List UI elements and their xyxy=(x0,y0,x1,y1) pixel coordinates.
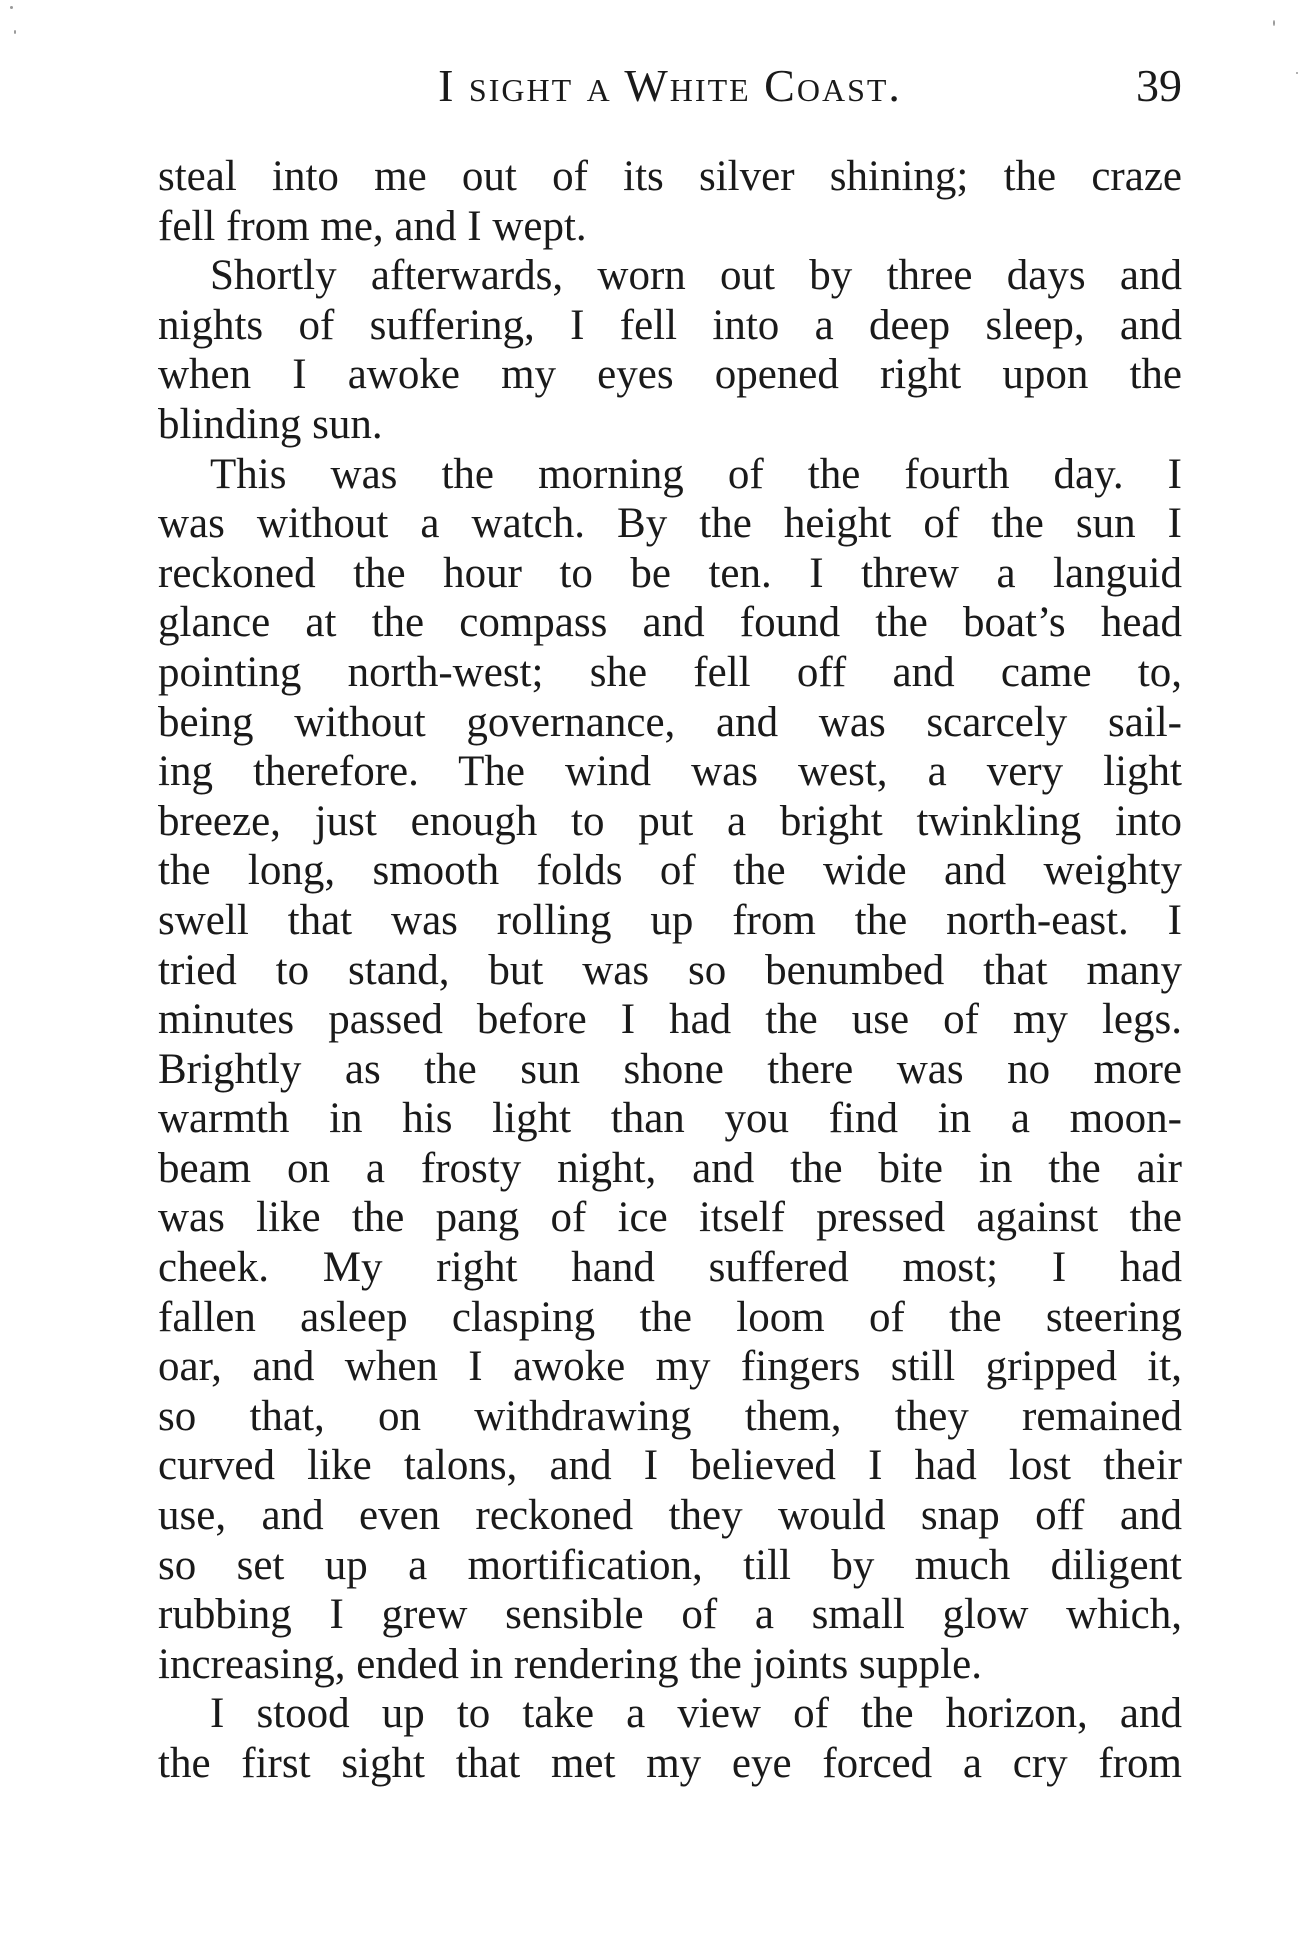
text-line: blinding sun. xyxy=(158,400,383,448)
text-line: glance at the compass and found the boat’s head xyxy=(158,599,1182,647)
text-line: I stood up to take a view of the horizon, and xyxy=(210,1690,1182,1738)
text-line: cheek. My right hand suffered most; I had xyxy=(158,1244,1182,1292)
text-line: the first sight that met my eye forced a cry from xyxy=(158,1740,1182,1787)
running-title: I sight a White Coast. xyxy=(438,60,902,111)
text-line: so that, on withdrawing them, they remained xyxy=(158,1392,1182,1440)
text-line: use, and even reckoned they would snap off and xyxy=(158,1492,1182,1540)
text-line: warmth in his light than you find in a moon- xyxy=(158,1095,1182,1143)
text-line: fallen asleep clasping the loom of the steering xyxy=(158,1293,1182,1341)
text-line: when I awoke my eyes opened right upon the xyxy=(158,351,1182,399)
page-speck xyxy=(14,30,16,34)
text-line: curved like talons, and I believed I had lost their xyxy=(158,1442,1182,1490)
text-line: oar, and when I awoke my fingers still gripped it, xyxy=(158,1343,1182,1391)
text-line: breeze, just enough to put a bright twinkling into xyxy=(158,797,1182,845)
text-line: ing therefore. The wind was west, a very light xyxy=(158,748,1182,796)
text-line: so set up a mortification, till by much diligent xyxy=(158,1541,1182,1589)
text-line: pointing north-west; she fell off and came to, xyxy=(158,648,1182,696)
text-line: Shortly afterwards, worn out by three days and xyxy=(210,252,1182,300)
page-number: 39 xyxy=(1136,60,1182,111)
running-head xyxy=(158,56,1182,116)
text-line: was like the pang of ice itself pressed against the xyxy=(158,1194,1182,1242)
text-line: fell from me, and I wept. xyxy=(158,202,587,250)
text-line: was without a watch. By the height of the sun I xyxy=(158,500,1182,548)
text-line: minutes passed before I had the use of my legs. xyxy=(158,996,1182,1044)
text-line: swell that was rolling up from the north-east. I xyxy=(158,896,1182,944)
page-speck xyxy=(1273,20,1275,26)
text-line: This was the morning of the fourth day. I xyxy=(210,450,1182,498)
text-line: rubbing I grew sensible of a small glow which, xyxy=(158,1591,1182,1639)
text-line: beam on a frosty night, and the bite in the air xyxy=(158,1144,1182,1192)
text-line: tried to stand, but was so benumbed that many xyxy=(158,946,1182,994)
text-line: nights of suffering, I fell into a deep sleep, and xyxy=(158,301,1182,349)
page-speck xyxy=(1296,72,1298,74)
text-line: steal into me out of its silver shining; the craze xyxy=(158,153,1182,200)
body-text xyxy=(158,152,1182,1789)
text-line: increasing, ended in rendering the joints supple. xyxy=(158,1640,982,1688)
text-line: being without governance, and was scarcely sail- xyxy=(158,698,1182,746)
text-line: Brightly as the sun shone there was no more xyxy=(158,1045,1182,1093)
text-line: reckoned the hour to be ten. I threw a languid xyxy=(158,549,1182,597)
text-line: the long, smooth folds of the wide and weighty xyxy=(158,847,1182,895)
page-speck xyxy=(10,6,13,9)
